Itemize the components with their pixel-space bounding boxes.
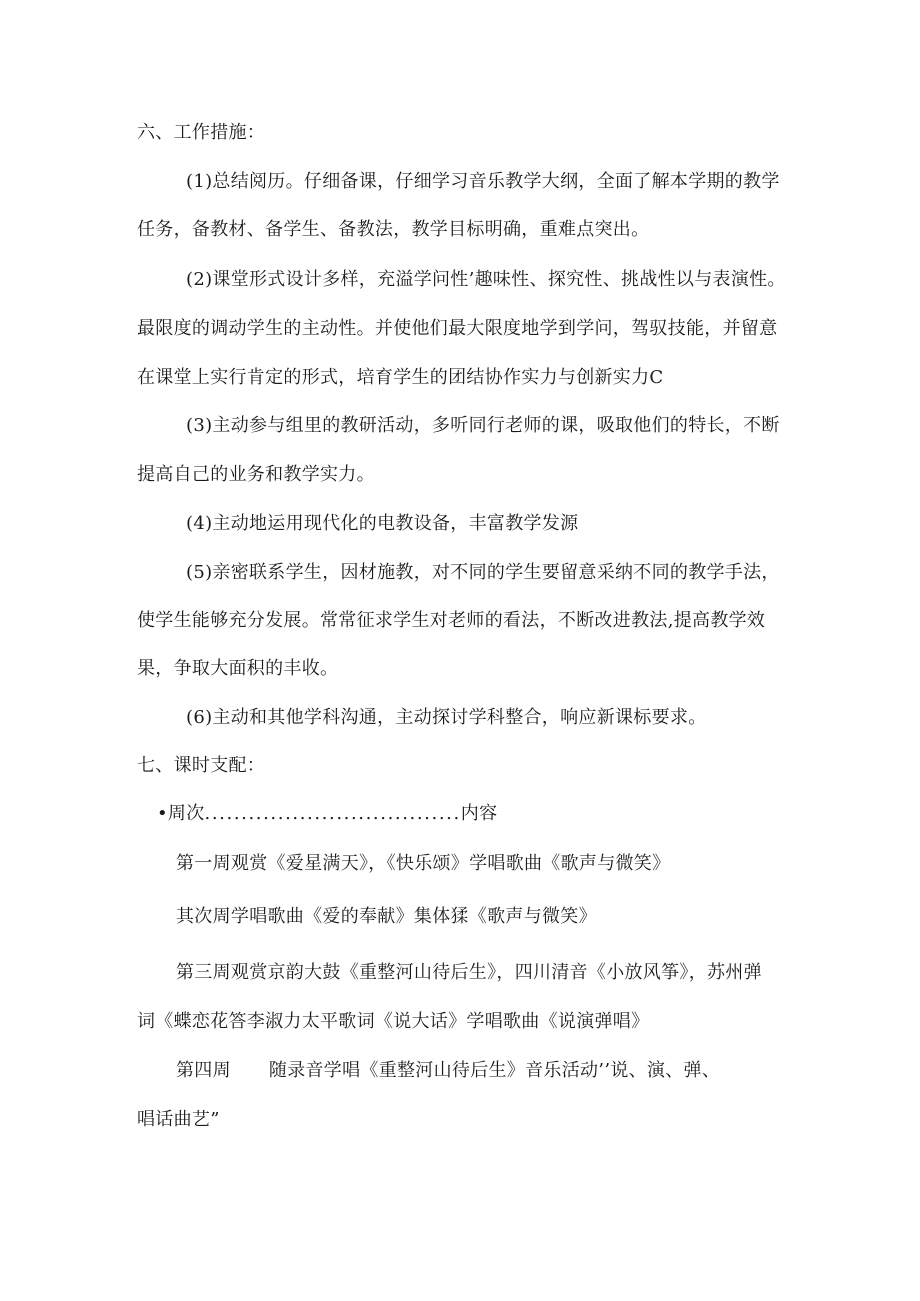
week-4-line-2: 唱话曲艺” xyxy=(137,1109,220,1130)
header-dot-leader: ................................... xyxy=(204,803,461,824)
measure-3-line-1: (3)主动参与组里的教研活动，多听同行老师的课，吸取他们的特长，不断 xyxy=(186,415,780,436)
schedule-header xyxy=(157,802,497,826)
measure-3-line-2: 提高自己的业务和教学实力。 xyxy=(137,464,375,485)
measure-5-line-3: 果，争取大面积的丰收。 xyxy=(137,658,339,679)
bullet-icon: • xyxy=(157,803,168,824)
header-content-label: 内容 xyxy=(460,803,498,824)
week-3-line-2: 词《蝶恋花答李淑力太平歌词《说大话》学唱歌曲《说演弹唱》 xyxy=(137,1011,650,1032)
measure-6-line-1: (6)主动和其他学科沟通，主动探讨学科整合，响应新课标要求。 xyxy=(186,707,707,728)
week-1-line-1: 第一周观赏《爱星满天》，《快乐颂》学唱歌曲《歌声与微笑》 xyxy=(176,853,671,874)
measure-2-line-3: 在课堂上实行肯定的形式，培育学生的团结协作实力与创新实力C xyxy=(137,367,664,388)
measure-5-line-2: 使学生能够充分发展。常常征求学生对老师的看法，不断改进教法,提高教学效 xyxy=(137,610,766,631)
header-week-label: 周次 xyxy=(167,803,205,824)
measure-2-line-2: 最限度的调动学生的主动性。并使他们最大限度地学到学问，驾驭技能，并留意 xyxy=(137,318,778,339)
measure-1-line-2: 任务，备教材、备学生、备教法，教学目标明确，重难点突出。 xyxy=(137,219,650,240)
week-4-content: 随录音学唱《重整河山待后生》音乐活动’’说、演、弹、 xyxy=(268,1060,721,1081)
week-4-label: 第四周 xyxy=(176,1060,231,1081)
measure-1-line-1: (1)总结阅历。仔细备课，仔细学习音乐教学大纲，全面了解本学期的教学 xyxy=(186,171,780,192)
week-4-line-1 xyxy=(176,1059,720,1083)
measure-2-line-1: (2)课堂形式设计多样，充溢学问性’趣味性、探究性、挑战性以与表演性。 xyxy=(186,269,786,290)
section-6-heading: 六、工作措施： xyxy=(137,122,266,143)
measure-5-line-1: (5)亲密联系学生，因材施教，对不同的学生要留意采纳不同的教学手法， xyxy=(186,562,780,583)
week-2-line-1: 其次周学唱歌曲《爱的奉献》集体猱《歌声与微笑》 xyxy=(176,906,597,927)
measure-4-line-1: (4)主动地运用现代化的电教设备，丰富教学发源 xyxy=(186,513,579,534)
week-3-line-1: 第三周观赏京韵大鼓《重整河山待后生》，四川清音《小放风筝》，苏州弹 xyxy=(176,962,762,983)
section-7-heading: 七、课时支配： xyxy=(137,755,266,776)
